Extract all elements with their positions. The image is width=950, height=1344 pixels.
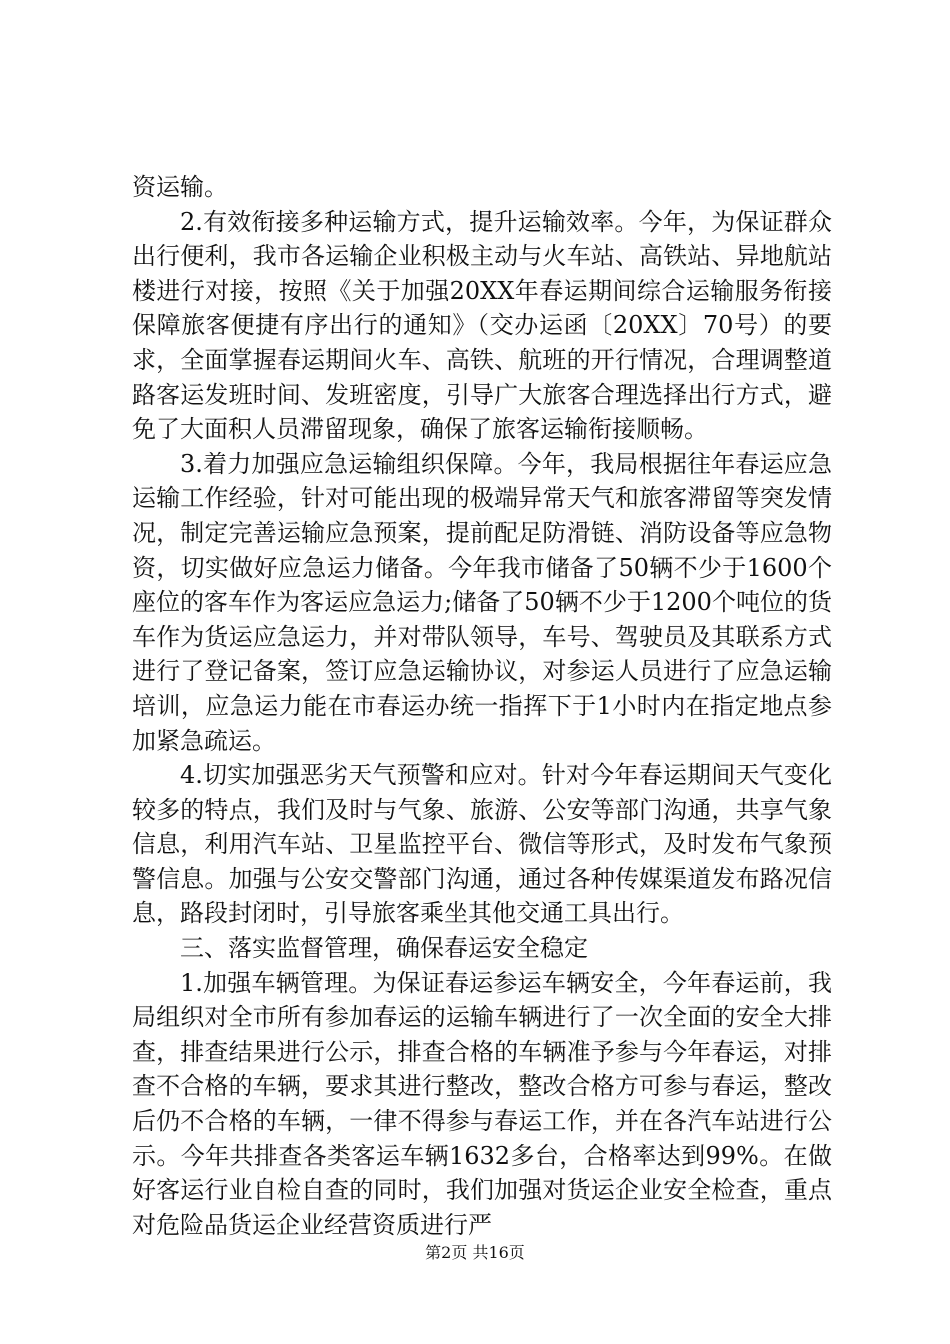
page-number-footer: 第2页 共16页 [425, 1243, 525, 1262]
paragraph-1: 资运输。 [132, 173, 228, 201]
paragraph-5: 1.加强车辆管理。为保证春运参运车辆安全，今年春运前，我局组织对全市所有参加春运的运输车辆进行了一次全面的安全大排查，排查结果进行公示，排查合格的车辆准予参与今年春运，对排查不合格的车辆，要求其进行整改，整改合格方可参与春运，整改后仍不合格的车辆，一律不得参与春运工作，并在各汽车站进行公示。今年共排查各类客运车辆1632多台，合格率达到99%。在做好客运行业自检自查的同时，我们加强对货运企业安全检查，重点对危险品货运企业经营资质进行严 [132, 968, 832, 1239]
section-heading: 三、落实监督管理，确保春运安全稳定 [180, 934, 588, 963]
paragraph-4: 4.切实加强恶劣天气预警和应对。针对今年春运期间天气变化较多的特点，我们及时与气象、旅游、公安等部门沟通，共享气象信息，利用汽车站、卫星监控平台、微信等形式，及时发布气象预警信息。加强与公安交警部门沟通，通过各种传媒渠道发布路况信息，路段封闭时，引导旅客乘坐其他交通工具出行。 [132, 761, 832, 928]
paragraph-3: 3.着力加强应急运输组织保障。今年，我局根据往年春运应急运输工作经验，针对可能出现的极端异常天气和旅客滞留等突发情况，制定完善运输应急预案，提前配足防滑链、消防设备等应急物资，切实做好应急运力储备。今年我市储备了50辆不少于1600个座位的客车作为客运应急运力;储备了50辆不少于1200个吨位的货车作为货运应急运力，并对带队领导，车号、驾驶员及其联系方式进行了登记备案，签订应急运输协议，对参运人员进行了应急运输培训，应急运力能在市春运办统一指挥下于1小时内在指定地点参加紧急疏运。 [132, 449, 832, 755]
document-body [132, 170, 832, 1242]
paragraph-2: 2.有效衔接多种运输方式，提升运输效率。今年，为保证群众出行便利，我市各运输企业积极主动与火车站、高铁站、异地航站楼进行对接，按照《关于加强20XX年春运期间综合运输服务衔接保障旅客便捷有序出行的通知》（交办运函〔20XX〕70号）的要求，全面掌握春运期间火车、高铁、航班的开行情况，合理调整道路客运发班时间、发班密度，引导广大旅客合理选择出行方式，避免了大面积人员滞留现象，确保了旅客运输衔接顺畅。 [132, 207, 832, 444]
